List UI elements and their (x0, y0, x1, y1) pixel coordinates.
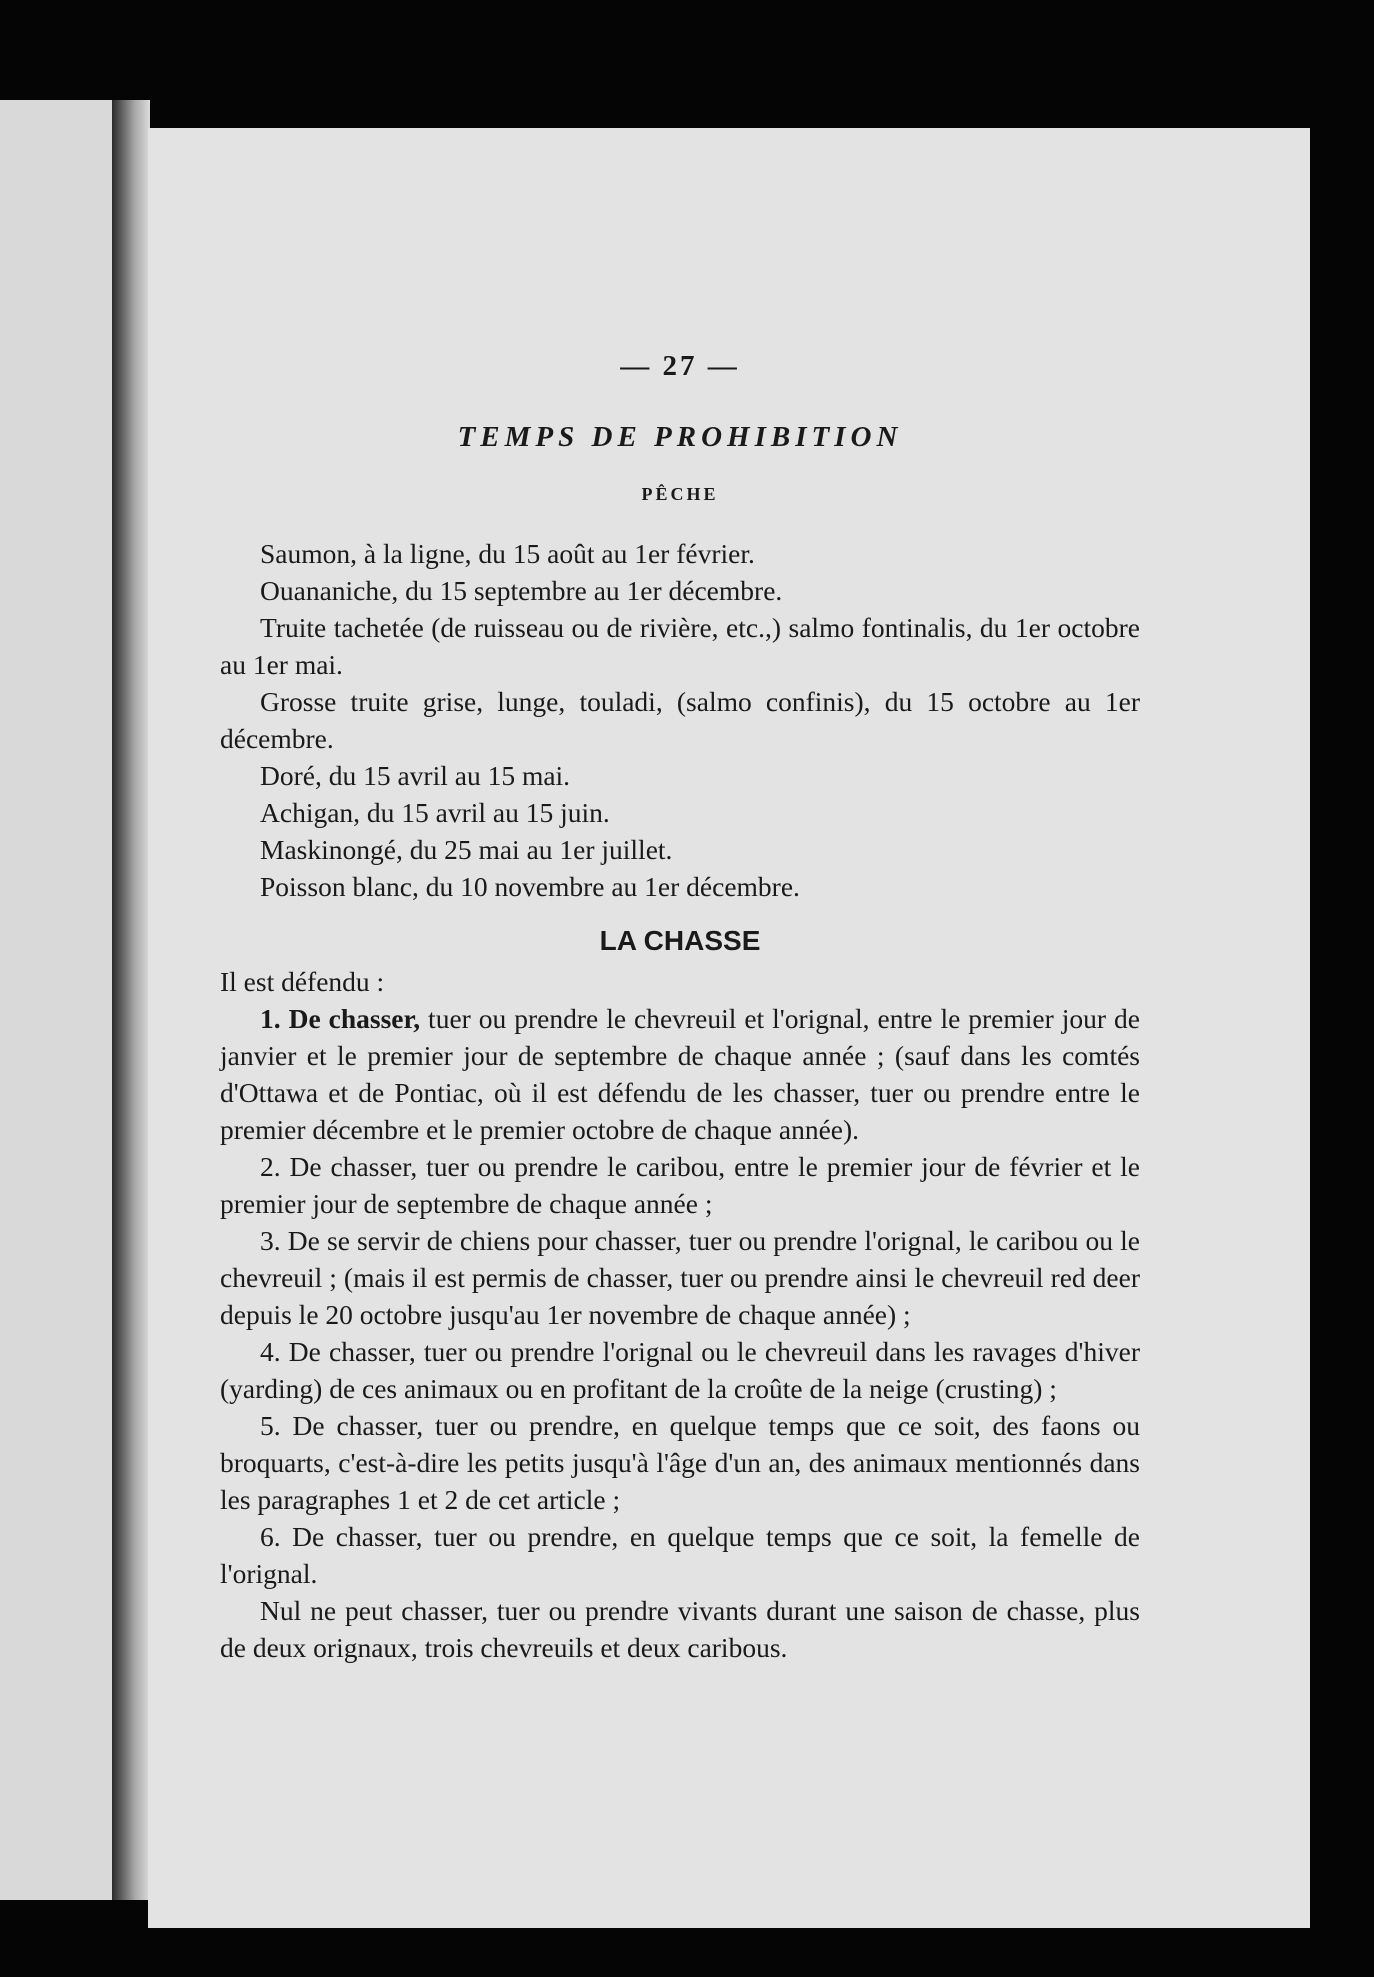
chasse-item (220, 1148, 1140, 1222)
chasse-item-label: 6. (260, 1521, 281, 1552)
peche-line: Maskinongé, du 25 mai au 1er juillet. (260, 834, 673, 865)
peche-line: Achigan, du 15 avril au 15 juin. (260, 797, 610, 828)
chasse-item (220, 1333, 1140, 1407)
section-title: TEMPS DE PROHIBITION (457, 421, 903, 453)
chasse-item-label: 1. De chasser, (260, 1003, 421, 1034)
peche-line: Truite tachetée (de ruisseau ou de rivière, etc.,) salmo fontinalis, du 1er octobre au 1er mai. (220, 612, 1140, 680)
chasse-item-text: tuer ou prendre le chevreuil et l'orignal, entre le premier jour de janvier et le premier jour de septembre de chaque année ; (sauf dans les comtés d'Ottawa et de Pontiac, où il est défendu de les chasser, tuer ou prendre entre le premier décembre et le premier octobre de chaque année). (220, 1003, 1140, 1145)
chasse-item (220, 1407, 1140, 1518)
peche-heading: PÊCHE (641, 484, 719, 504)
peche-line: Doré, du 15 avril au 15 mai. (260, 760, 571, 791)
peche-line: Poisson blanc, du 10 novembre au 1er décembre. (260, 871, 800, 902)
chasse-item-text: De se servir de chiens pour chasser, tuer ou prendre l'orignal, le caribou ou le chevreuil ; (mais il est permis de chasser, tuer ou prendre ainsi le chevreuil red deer depuis le 20 octobre jusqu'au 1er novembre de chaque année) ; (220, 1225, 1140, 1330)
chasse-item-label: 5. (260, 1410, 281, 1441)
chasse-item-text: De chasser, tuer ou prendre l'orignal ou le chevreuil dans les ravages d'hiver (yarding) de ces animaux ou en profitant de la croûte de la neige (crusting) ; (220, 1336, 1140, 1404)
chasse-item-label: 4. (260, 1336, 281, 1367)
page-number: — 27 — (620, 350, 740, 382)
chasse-heading: LA CHASSE (599, 925, 761, 956)
chasse-closing: Nul ne peut chasser, tuer ou prendre vivants durant une saison de chasse, plus de deux orignaux, trois chevreuils et deux caribous. (220, 1595, 1140, 1663)
chasse-item-text: De chasser, tuer ou prendre, en quelque temps que ce soit, la femelle de l'orignal. (220, 1521, 1140, 1589)
page-content (220, 350, 1140, 1666)
chasse-item-label: 3. (260, 1225, 281, 1256)
chasse-item (220, 1518, 1140, 1592)
chasse-item-text: De chasser, tuer ou prendre le caribou, entre le premier jour de février et le premier jour de septembre de chaque année ; (220, 1151, 1140, 1219)
chasse-intro: Il est défendu : (220, 966, 385, 997)
chasse-item-label: 2. (260, 1151, 281, 1182)
peche-line: Saumon, à la ligne, du 15 août au 1er février. (260, 538, 755, 569)
peche-list (220, 535, 1140, 905)
peche-line: Ouananiche, du 15 septembre au 1er décembre. (260, 575, 783, 606)
chasse-item-text: De chasser, tuer ou prendre, en quelque temps que ce soit, des faons ou broquarts, c'est-à-dire les petits jusqu'à l'âge d'un an, des animaux mentionnés dans les paragraphes 1 et 2 de cet article ; (220, 1410, 1140, 1515)
book-binding-shadow (112, 100, 150, 1900)
chasse-item (220, 1222, 1140, 1333)
peche-line: Grosse truite grise, lunge, touladi, (salmo confinis), du 15 octobre au 1er décembre. (220, 686, 1140, 754)
chasse-list (220, 1000, 1140, 1592)
chasse-item (220, 1000, 1140, 1148)
left-page-edge (0, 100, 120, 1900)
